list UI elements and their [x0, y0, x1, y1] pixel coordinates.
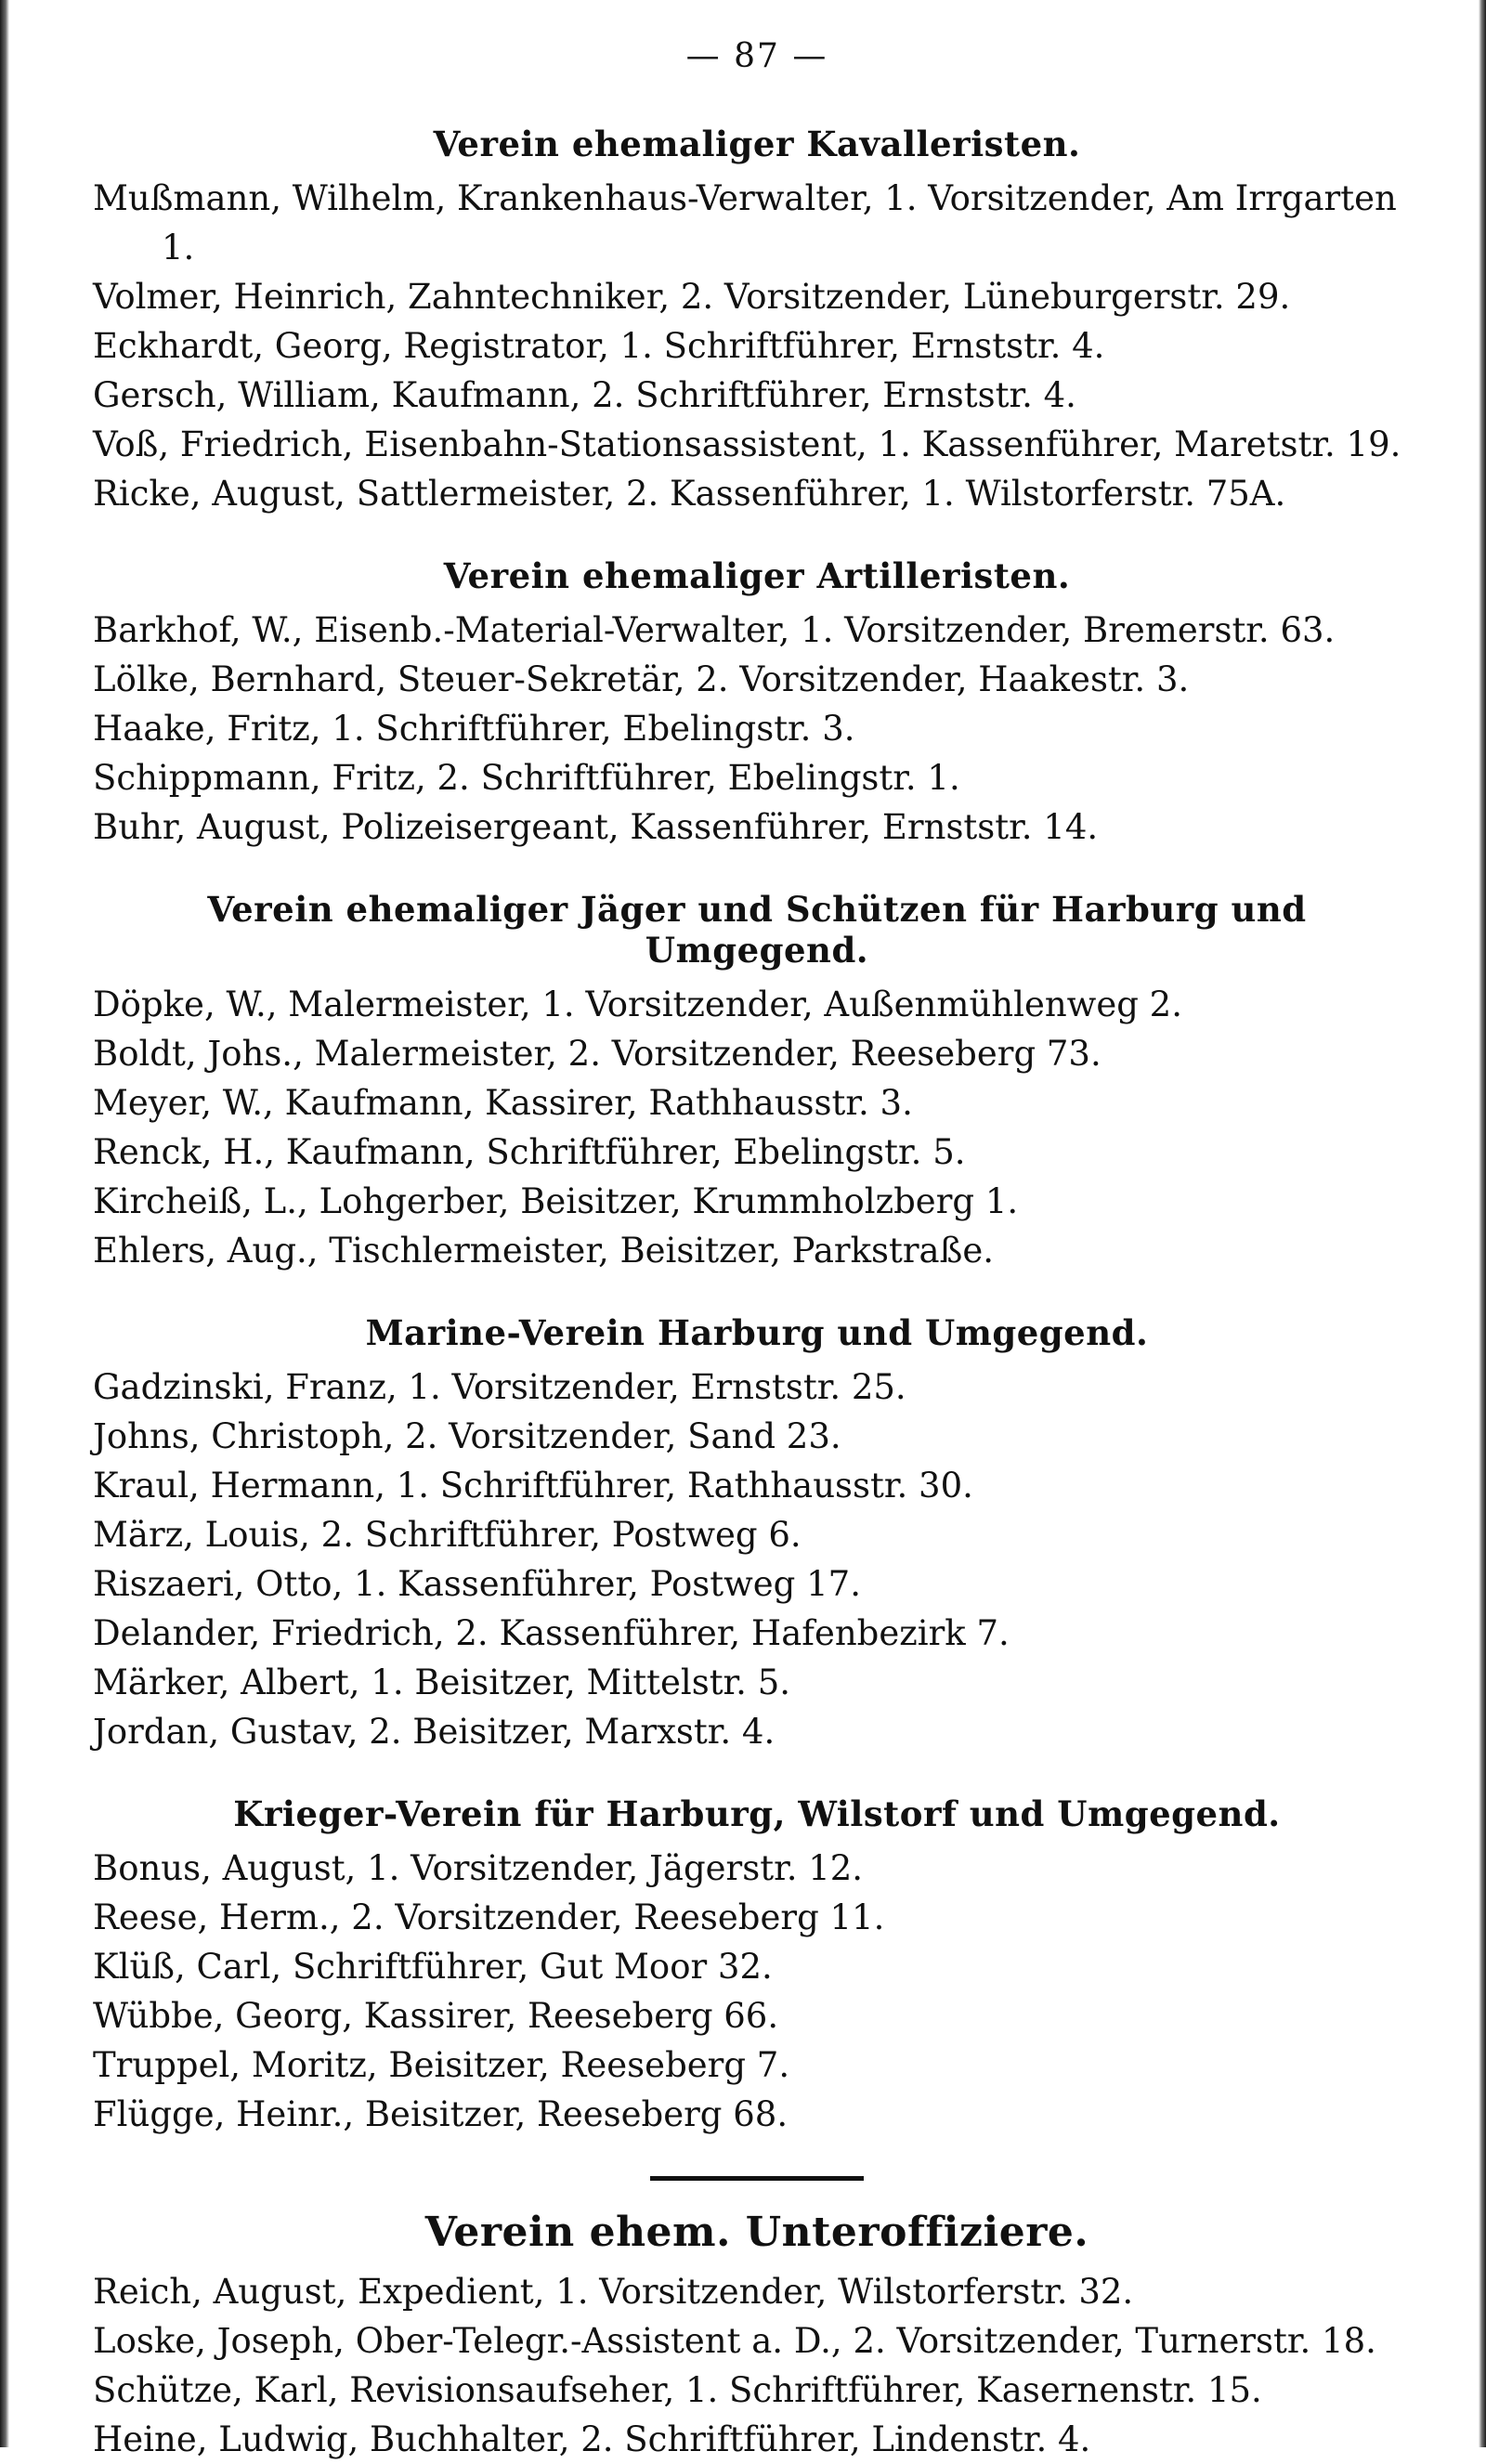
list-item: Heine, Ludwig, Buchhalter, 2. Schriftführer, Lindenstr. 4.	[93, 2419, 1091, 2459]
section-krieger-verein	[93, 1793, 1421, 2139]
list-item: Kraul, Hermann, 1. Schriftführer, Rathhausstr. 30.	[93, 1466, 973, 1506]
section-jaeger-schuetzen	[93, 889, 1421, 1275]
list-item: Truppel, Moritz, Beisitzer, Reeseberg 7.	[93, 2045, 790, 2085]
list-item: Ricke, August, Sattlermeister, 2. Kassenführer, 1. Wilstorferstr. 75A.	[93, 474, 1286, 514]
section-title: Krieger-Verein für Harburg, Wilstorf und Umgegend.	[233, 1793, 1281, 1834]
section-title: Verein ehemaliger Kavalleristen.	[433, 124, 1081, 164]
list-item: Barkhof, W., Eisenb.-Material-Verwalter, 1. Vorsitzender, Bremerstr. 63.	[93, 610, 1336, 650]
list-item: Gadzinski, Franz, 1. Vorsitzender, Ernststr. 25.	[93, 1367, 906, 1407]
section-title: Verein ehemaliger Jäger und Schützen für Harburg und Umgegend.	[207, 889, 1307, 971]
list-item: Bonus, August, 1. Vorsitzender, Jägerstr. 12.	[93, 1848, 864, 1888]
section-title: Verein ehem. Unteroffiziere.	[424, 2209, 1089, 2256]
section-divider	[650, 2176, 864, 2181]
list-item: Klüß, Carl, Schriftführer, Gut Moor 32.	[93, 1947, 773, 1987]
list-item: Haake, Fritz, 1. Schriftführer, Ebelingstr. 3.	[93, 709, 855, 749]
list-item: Volmer, Heinrich, Zahntechniker, 2. Vorsitzender, Lüneburgerstr. 29.	[93, 277, 1291, 317]
section-artilleristen	[93, 555, 1421, 852]
list-item: März, Louis, 2. Schriftführer, Postweg 6.	[93, 1515, 802, 1555]
list-item: Flügge, Heinr., Beisitzer, Reeseberg 68.	[93, 2094, 789, 2134]
list-item: Wübbe, Georg, Kassirer, Reeseberg 66.	[93, 1996, 779, 2036]
section-unteroffiziere	[93, 2209, 1421, 2464]
list-item: Riszaeri, Otto, 1. Kassenführer, Postweg 17.	[93, 1564, 861, 1604]
list-item: Reich, August, Expedient, 1. Vorsitzender, Wilstorferstr. 32.	[93, 2272, 1134, 2312]
list-item: Märker, Albert, 1. Beisitzer, Mittelstr. 5.	[93, 1662, 791, 1702]
list-item: Renck, H., Kaufmann, Schriftführer, Ebelingstr. 5.	[93, 1132, 966, 1172]
list-item: Johns, Christoph, 2. Vorsitzender, Sand 23.	[93, 1416, 841, 1456]
list-item: Lölke, Bernhard, Steuer-Sekretär, 2. Vorsitzender, Haakestr. 3.	[93, 659, 1190, 699]
page-edge-right	[1479, 0, 1486, 2447]
list-item: Mußmann, Wilhelm, Krankenhaus-Verwalter, 1. Vorsitzender, Am Irrgarten 1.	[93, 178, 1397, 267]
section-marine-verein	[93, 1312, 1421, 1756]
list-item: Meyer, W., Kaufmann, Kassirer, Rathhausstr. 3.	[93, 1083, 913, 1123]
section-kavalleristen	[93, 124, 1421, 518]
list-item: Boldt, Johs., Malermeister, 2. Vorsitzender, Reeseberg 73.	[93, 1034, 1101, 1074]
list-item: Schippmann, Fritz, 2. Schriftführer, Ebelingstr. 1.	[93, 758, 960, 798]
page-number: — 87 —	[685, 37, 828, 75]
list-item: Ehlers, Aug., Tischlermeister, Beisitzer, Parkstraße.	[93, 1231, 994, 1271]
list-item: Buhr, August, Polizeisergeant, Kassenführer, Ernststr. 14.	[93, 807, 1099, 847]
list-item: Schütze, Karl, Revisionsaufseher, 1. Schriftführer, Kasernenstr. 15.	[93, 2370, 1262, 2410]
list-item: Loske, Joseph, Ober-Telegr.-Assistent a. D., 2. Vorsitzender, Turnerstr. 18.	[93, 2321, 1376, 2361]
list-item: Jordan, Gustav, 2. Beisitzer, Marxstr. 4.	[93, 1712, 776, 1752]
page-edge-left	[0, 0, 9, 2447]
list-item: Eckhardt, Georg, Registrator, 1. Schriftführer, Ernststr. 4.	[93, 326, 1105, 366]
list-item: Reese, Herm., 2. Vorsitzender, Reeseberg 11.	[93, 1897, 885, 1937]
list-item: Delander, Friedrich, 2. Kassenführer, Hafenbezirk 7.	[93, 1613, 1010, 1653]
list-item: Döpke, W., Malermeister, 1. Vorsitzender, Außenmühlenweg 2.	[93, 984, 1182, 1024]
section-title: Marine-Verein Harburg und Umgegend.	[365, 1312, 1149, 1353]
section-title: Verein ehemaliger Artilleristen.	[443, 555, 1071, 596]
list-item: Voß, Friedrich, Eisenbahn-Stationsassistent, 1. Kassenführer, Maretstr. 19.	[93, 424, 1401, 464]
list-item: Gersch, William, Kaufmann, 2. Schriftführer, Ernststr. 4.	[93, 375, 1076, 415]
list-item: Kircheiß, L., Lohgerber, Beisitzer, Krummholzberg 1.	[93, 1181, 1019, 1221]
